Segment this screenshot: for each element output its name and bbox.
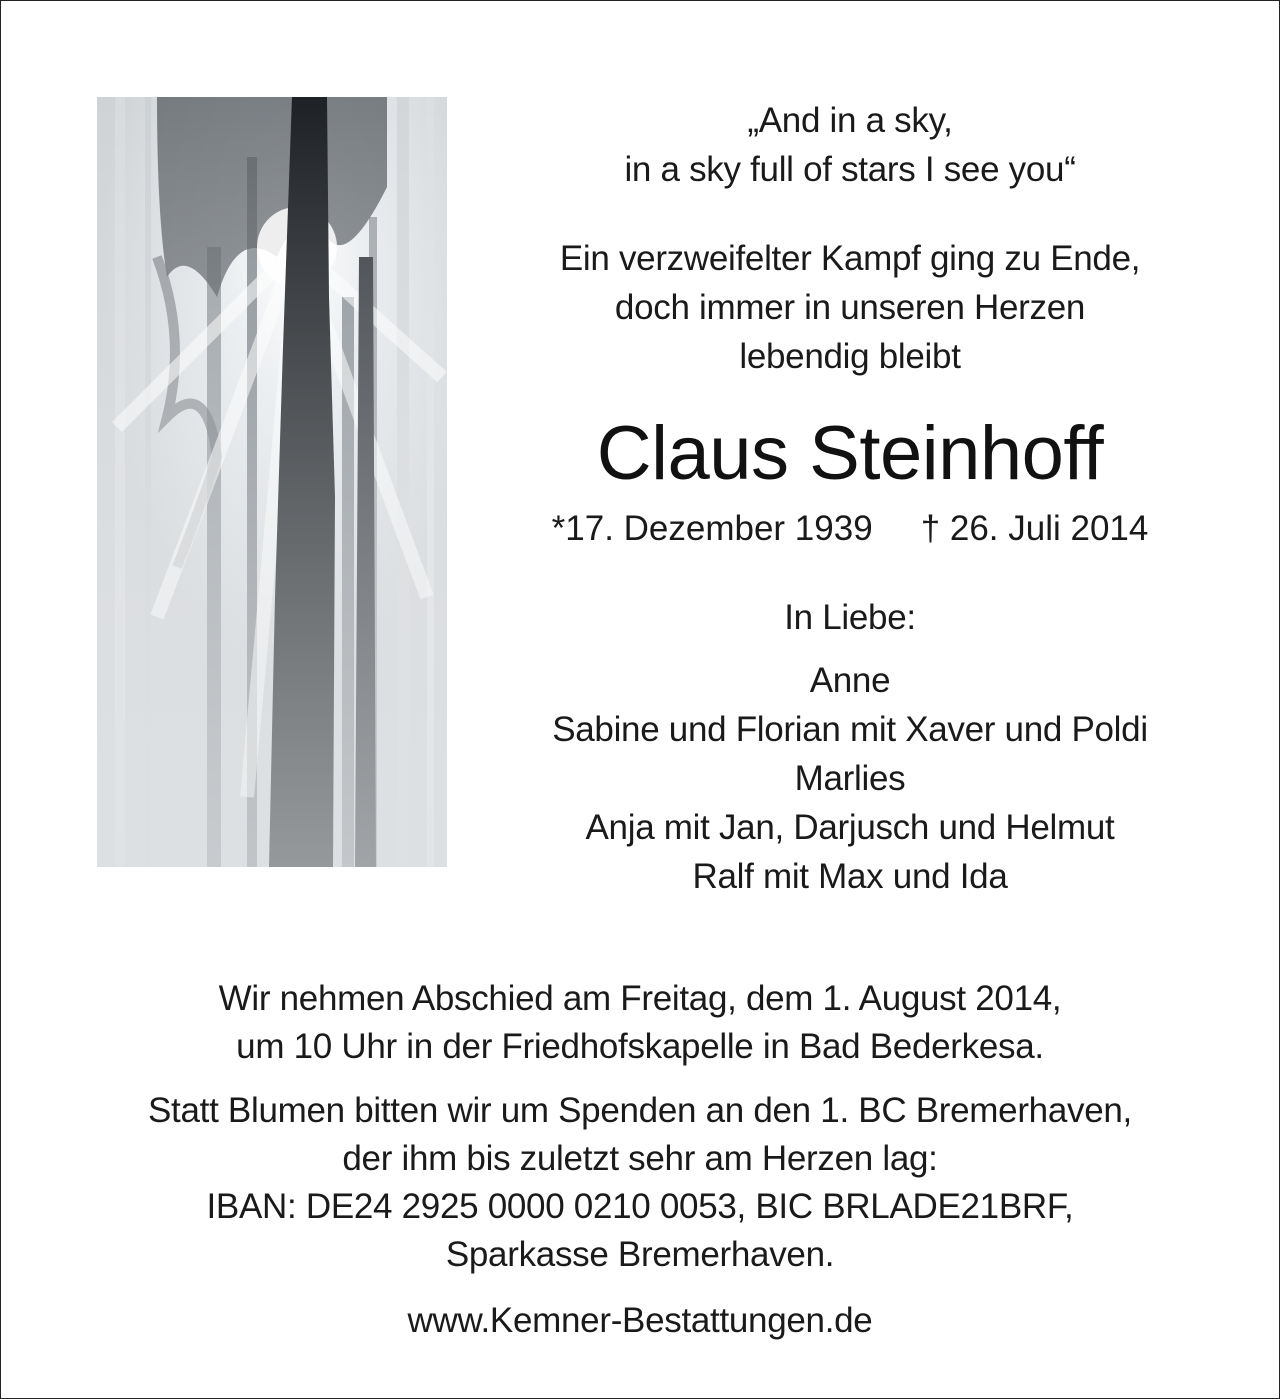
service-info bbox=[40, 975, 1240, 1345]
deceased-name: Claus Steinhoff bbox=[596, 411, 1104, 496]
farewell-line: um 10 Uhr in der Friedhofskapelle in Bad Bederkesa. bbox=[236, 1027, 1044, 1066]
verse-line: doch immer in unseren Herzen bbox=[614, 288, 1086, 327]
donation-notice bbox=[40, 1087, 1240, 1279]
verse-line: lebendig bleibt bbox=[739, 337, 961, 376]
life-dates bbox=[520, 503, 1180, 555]
family-member: Marlies bbox=[794, 759, 906, 798]
quote bbox=[520, 96, 1180, 194]
birth-date: *17. Dezember 1939 bbox=[551, 509, 873, 548]
family-member: Sabine und Florian mit Xaver und Poldi bbox=[552, 710, 1148, 749]
website-link[interactable]: www.Kemner-Bestattungen.de bbox=[407, 1301, 873, 1340]
donation-line: IBAN: DE24 2925 0000 0210 0053, BIC BRLADE21BRF, bbox=[206, 1187, 1074, 1226]
donation-line: der ihm bis zuletzt sehr am Herzen lag: bbox=[342, 1139, 938, 1178]
donation-line: Sparkasse Bremerhaven. bbox=[445, 1235, 835, 1274]
donation-line: Statt Blumen bitten wir um Spenden an den 1. BC Bremerhaven, bbox=[148, 1091, 1132, 1130]
main-text-column bbox=[520, 96, 1180, 901]
family-list bbox=[520, 656, 1180, 901]
death-date: † 26. Juli 2014 bbox=[920, 509, 1149, 548]
quote-line: „And in a sky, bbox=[747, 101, 953, 140]
verse bbox=[520, 234, 1180, 381]
family-member: Anne bbox=[809, 661, 891, 700]
family-member: Ralf mit Max und Ida bbox=[692, 857, 1008, 896]
forest-sunlight-photo bbox=[97, 97, 447, 867]
quote-line: in a sky full of stars I see you“ bbox=[624, 150, 1076, 189]
family-member: Anja mit Jan, Darjusch und Helmut bbox=[585, 808, 1115, 847]
in-love-label: In Liebe: bbox=[784, 598, 916, 637]
farewell-line: Wir nehmen Abschied am Freitag, dem 1. August 2014, bbox=[218, 979, 1062, 1018]
verse-line: Ein verzweifelter Kampf ging zu Ende, bbox=[559, 239, 1141, 278]
farewell-notice bbox=[40, 975, 1240, 1071]
